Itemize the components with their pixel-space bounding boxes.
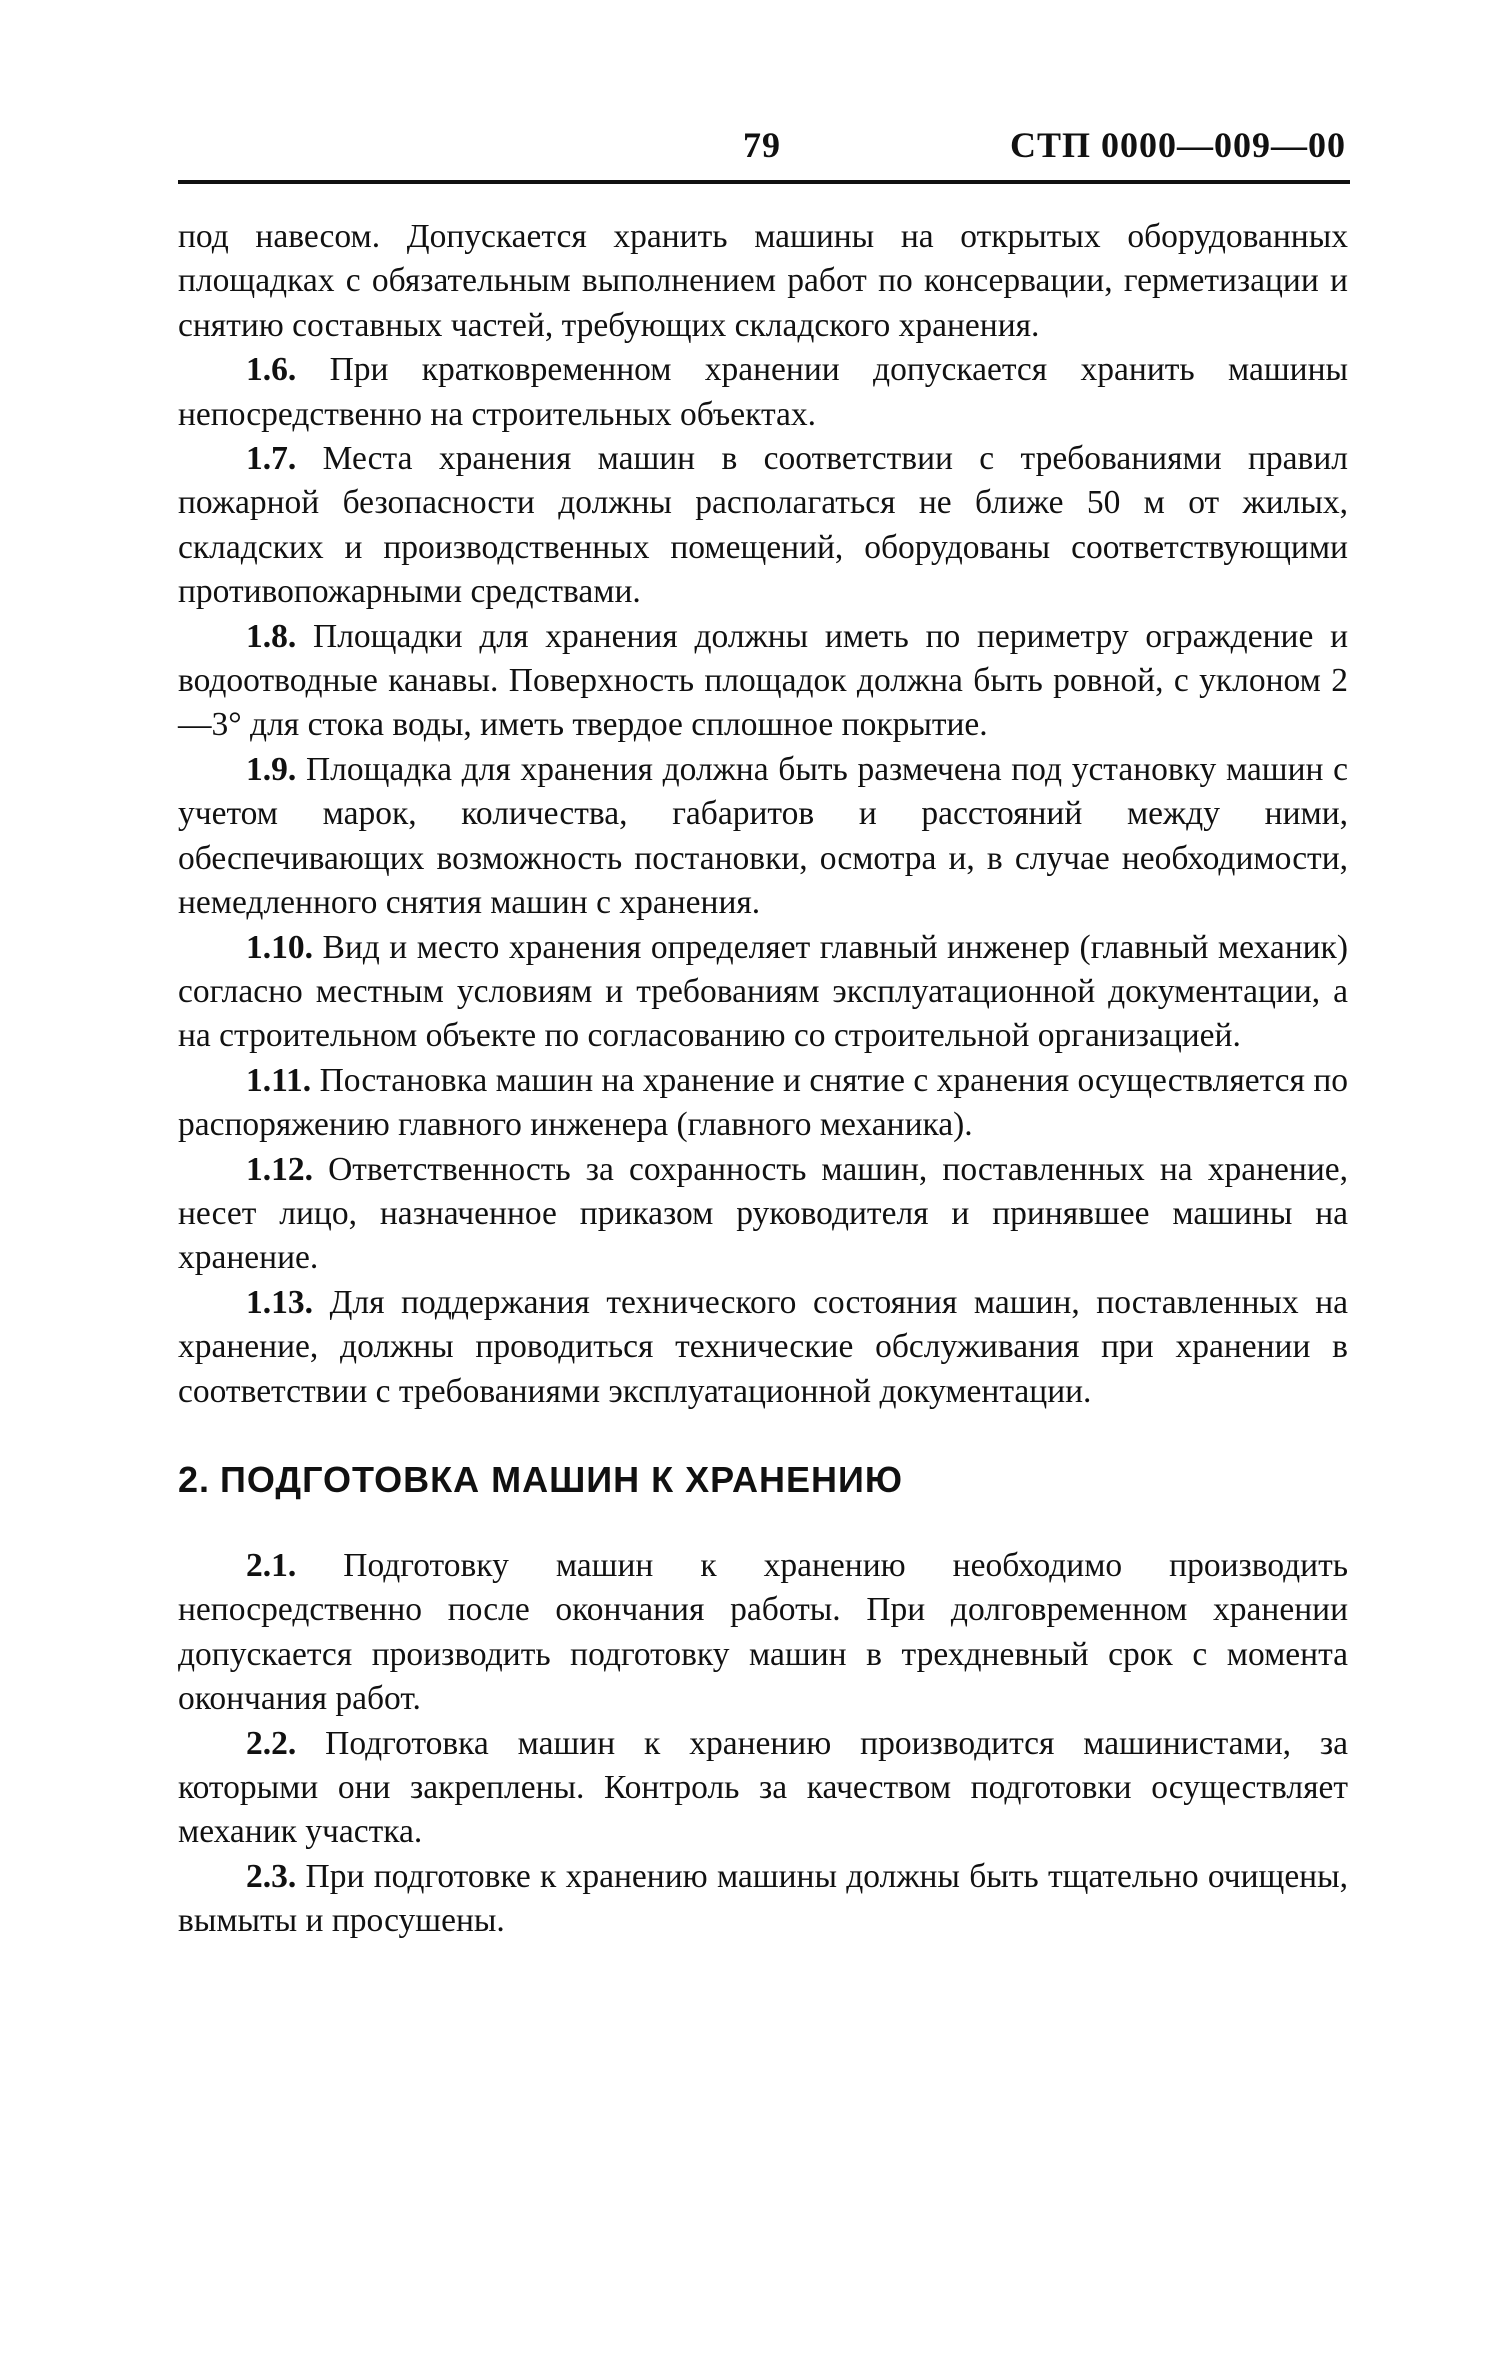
paragraph <box>178 348 1348 437</box>
page-header <box>168 118 1350 178</box>
section-title: ПОДГОТОВКА МАШИН К ХРАНЕНИЮ <box>220 1458 903 1500</box>
section-1-paragraphs <box>178 215 1348 1414</box>
section-number: 2. <box>178 1458 211 1500</box>
paragraph <box>178 1855 1348 1944</box>
header-divider <box>178 180 1350 184</box>
paragraph-text: Площадка для хранения должна быть размечена под установку машин с учетом марок, количества, габаритов и расстояний между ними, обеспечивающих возможность постановки, осмотра и, в случае необходимости, немедленного снятия машин с хранения. <box>178 750 1348 922</box>
paragraph-text: под навесом. Допускается хранить машины на открытых оборудованных площадках с обязательным выполнением работ по консервации, герметизации и снятию составных частей, требующих складского хранения. <box>178 218 1348 344</box>
paragraph-text: Постановка машин на хранение и снятие с хранения осуществляется по распоряжению главного инженера (главного механика). <box>178 1061 1349 1144</box>
paragraph-number: 1.7. <box>246 440 297 478</box>
paragraph-text: Вид и место хранения определяет главный инженер (главный механик) согласно местным условиям и требованиям эксплуатационной документации, а на строительном объекте по согласованию со строительной организацией. <box>178 928 1348 1055</box>
document-body <box>178 215 1348 1944</box>
paragraph-number: 1.11. <box>246 1061 312 1099</box>
paragraph-number: 1.6. <box>246 351 297 389</box>
section-2-paragraphs <box>178 1544 1348 1944</box>
paragraph <box>178 748 1348 926</box>
paragraph <box>178 615 1348 748</box>
paragraph-text: Места хранения машин в соответствии с требованиями правил пожарной безопасности должны располагаться не ближе 50 м от жилых, складских и производственных помещений, оборудованы соответствующими противопожарными средствами. <box>178 440 1349 611</box>
paragraph-number: 2.3. <box>246 1857 297 1895</box>
paragraph <box>178 1148 1348 1281</box>
paragraph <box>178 215 1348 348</box>
paragraph-text: Ответственность за сохранность машин, поставленных на хранение, несет лицо, назначенное приказом руководителя и принявшее машины на хранение. <box>178 1150 1348 1277</box>
page-number: 79 <box>743 125 781 165</box>
paragraph-text: Подготовка машин к хранению производится машинистами, за которыми они закреплены. Контроль за качеством подготовки осуществляет механик участка. <box>178 1724 1348 1851</box>
paragraph <box>178 1281 1348 1414</box>
paragraph <box>178 437 1348 615</box>
paragraph <box>178 926 1348 1059</box>
paragraph-number: 2.2. <box>246 1724 297 1762</box>
paragraph-text: При подготовке к хранению машины должны быть тщательно очищены, вымыты и просушены. <box>178 1857 1348 1940</box>
paragraph-text: Площадки для хранения должны иметь по периметру ограждение и водоотводные канавы. Поверхность площадок должна быть ровной, с уклоном 2—3° для стока воды, иметь твердое сплошное покрытие. <box>178 617 1348 744</box>
section-heading <box>178 1456 1348 1504</box>
paragraph <box>178 1059 1348 1148</box>
paragraph-number: 1.8. <box>246 617 297 655</box>
paragraph-number: 1.9. <box>246 750 297 788</box>
paragraph <box>178 1722 1348 1855</box>
paragraph-number: 1.10. <box>246 928 313 966</box>
paragraph-text: Подготовку машин к хранению необходимо производить непосредственно после окончания работы. При долговременном хранении допускается производить подготовку машин в трехдневный срок с момента окончания работ. <box>178 1546 1349 1718</box>
paragraph-text: При кратковременном хранении допускается хранить машины непосредственно на строительных объектах. <box>178 351 1349 433</box>
paragraph-number: 1.12. <box>246 1150 313 1188</box>
paragraph-number: 2.1. <box>246 1546 297 1584</box>
paragraph <box>178 1544 1348 1722</box>
paragraph-number: 1.13. <box>246 1283 313 1321</box>
paragraph-text: Для поддержания технического состояния машин, поставленных на хранение, должны проводиться технические обслуживания при хранении в соответствии с требованиями эксплуатационной документации. <box>178 1283 1349 1410</box>
document-code: СТП 0000—009—00 <box>1009 125 1346 165</box>
